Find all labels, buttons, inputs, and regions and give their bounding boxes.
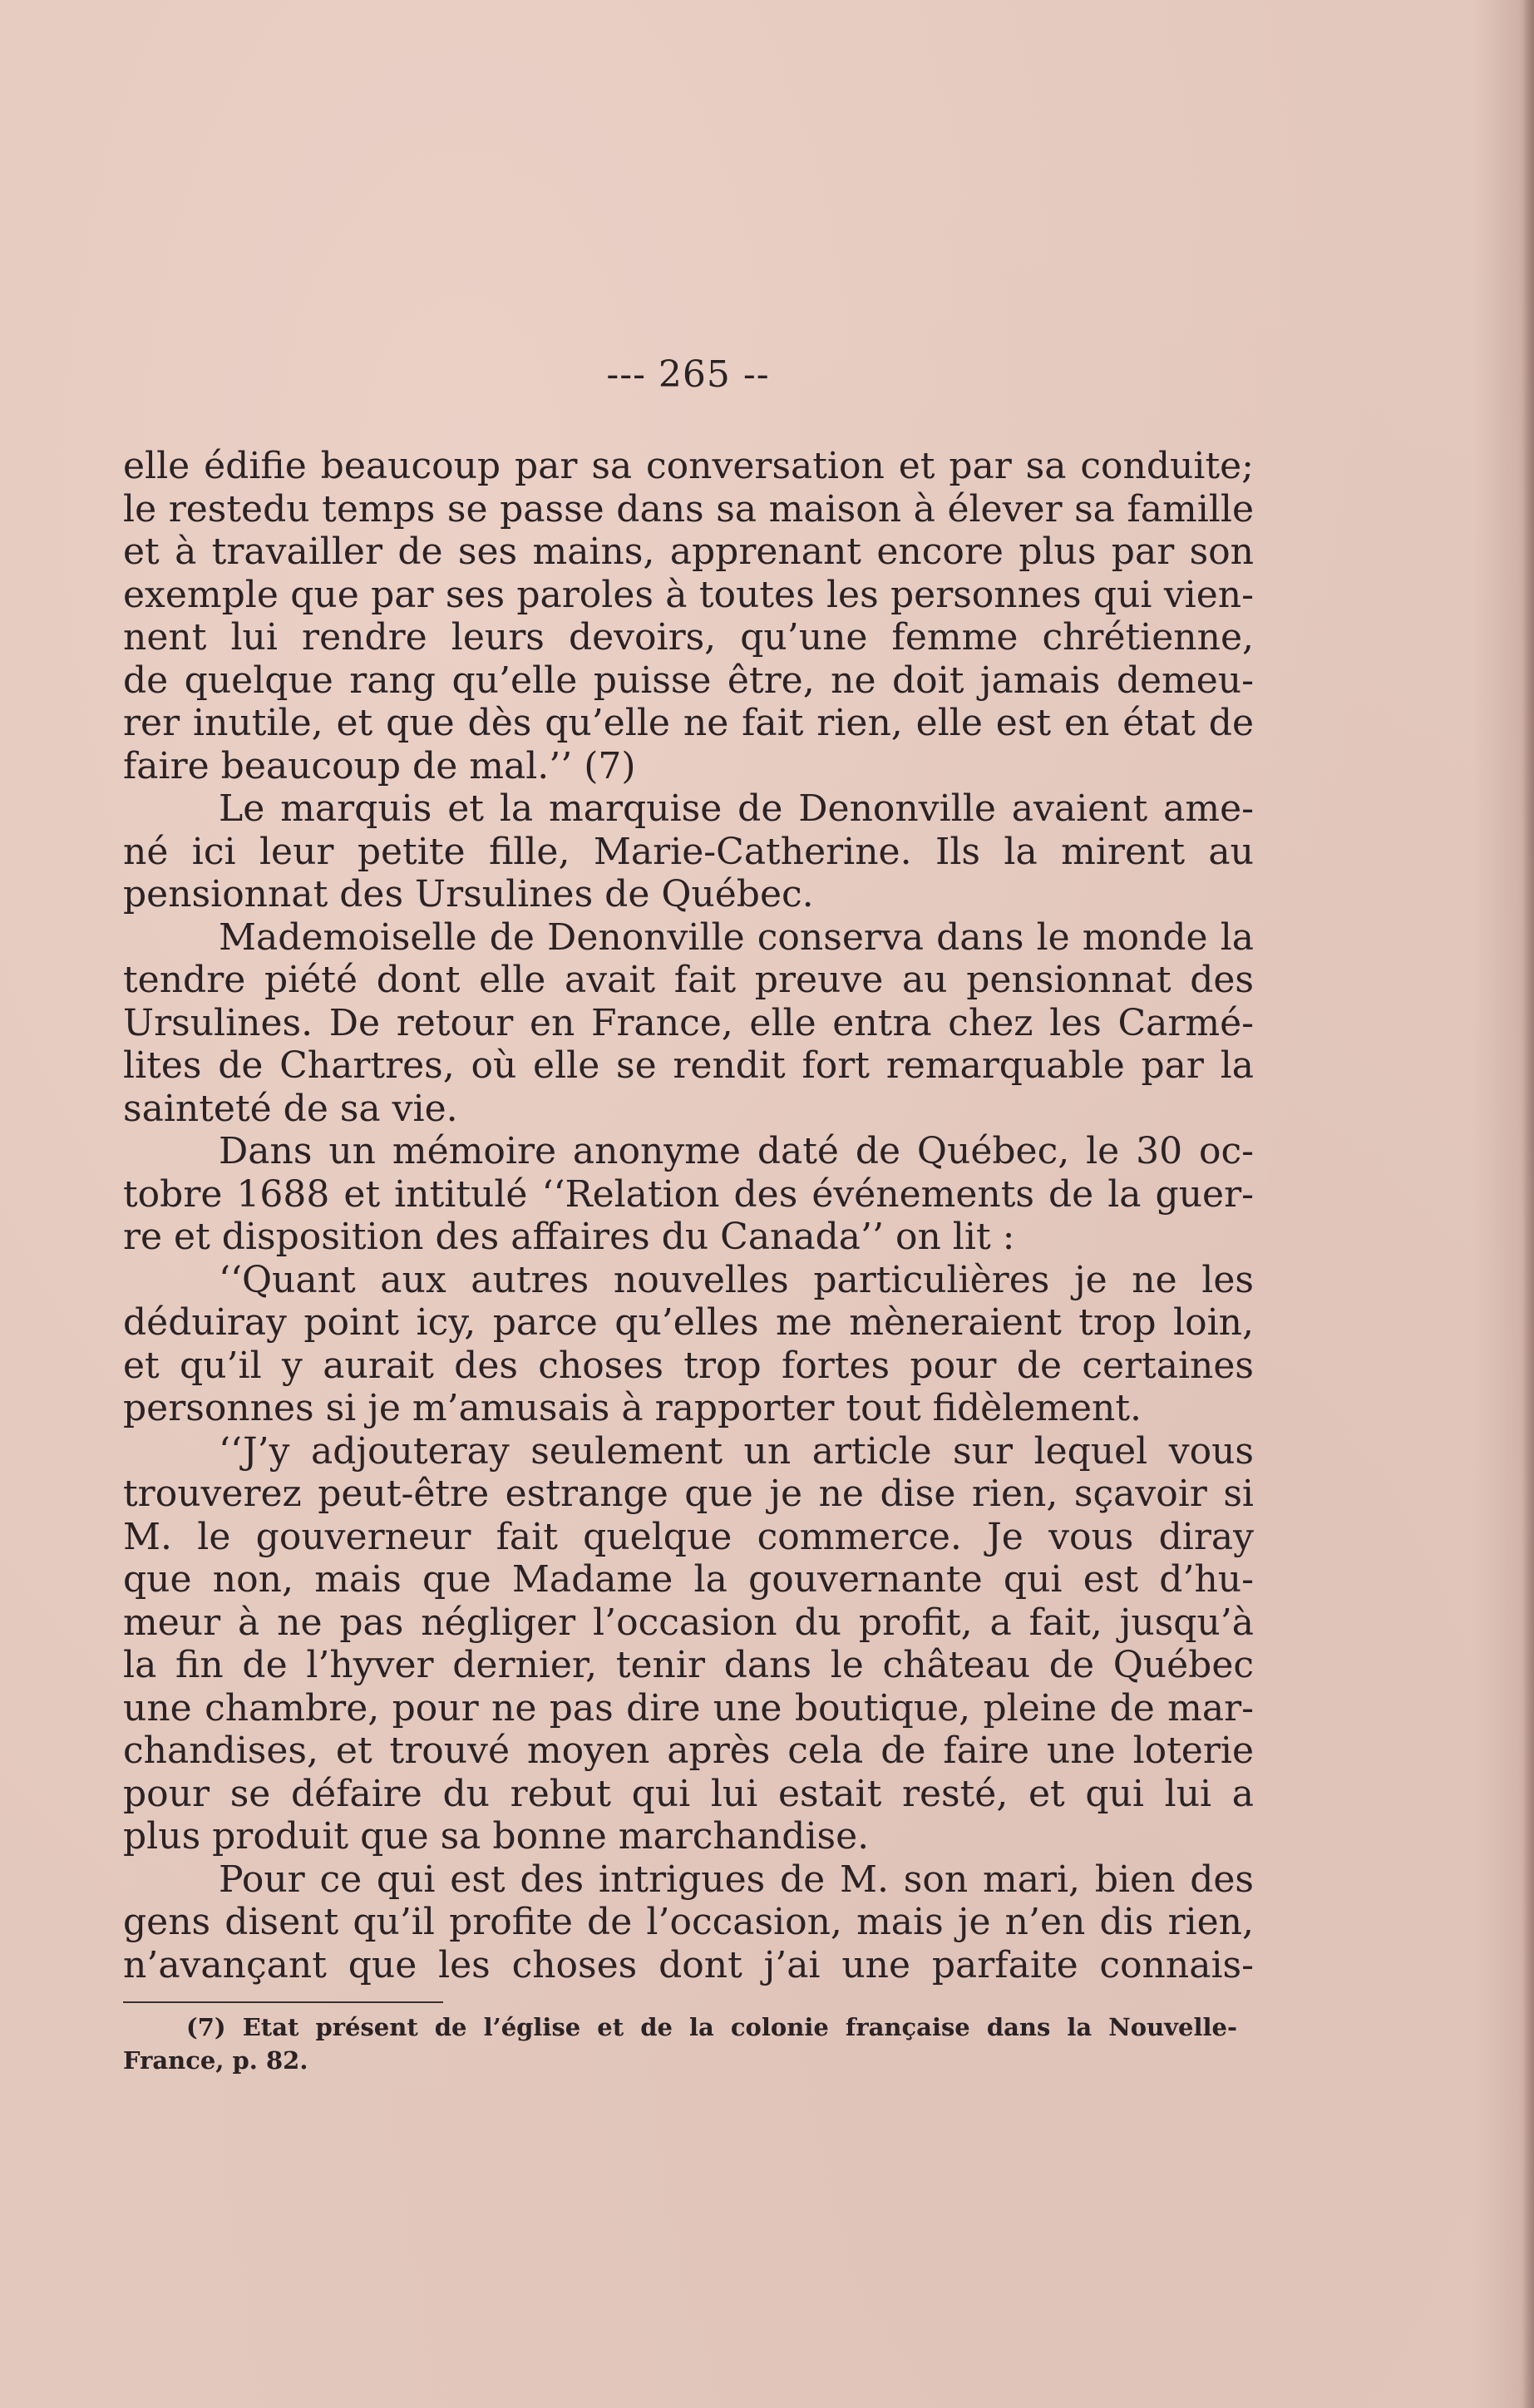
text-line: Ursulines. De retour en France, elle entra chez les Carmé- — [123, 1001, 1254, 1044]
text-line: personnes si je m’amusais à rapporter tout fidèlement. — [123, 1387, 1142, 1429]
text-line: et à travailler de ses mains, apprenant encore plus par son — [123, 530, 1254, 573]
footnote-divider — [123, 2001, 443, 2003]
text-line: plus produit que sa bonne marchandise. — [123, 1815, 870, 1858]
text-line: la fin de l’hyver dernier, tenir dans le château de Québec — [123, 1644, 1254, 1686]
text-line: sainteté de sa vie. — [123, 1087, 458, 1130]
page-edge-shadow — [1522, 0, 1534, 2408]
text-line: Pour ce qui est des intrigues de M. son mari, bien des — [219, 1858, 1254, 1901]
text-line: Mademoiselle de Denonville conserva dans le monde la — [219, 915, 1254, 959]
text-line: Dans un mémoire anonyme daté de Québec, le 30 oc- — [219, 1130, 1254, 1172]
text-line: faire beaucoup de mal.’’ (7) — [123, 744, 636, 787]
text-line: n’avançant que les choses dont j’ai une parfaite connais- — [123, 1943, 1254, 1986]
text-line: pour se défaire du rebut qui lui estait resté, et qui lui a — [123, 1772, 1254, 1815]
text-line: elle édifie beaucoup par sa conversation et par sa conduite; — [123, 445, 1254, 487]
text-line: chandises, et trouvé moyen après cela de faire une loterie — [123, 1730, 1254, 1772]
text-line: et qu’il y aurait des choses trop fortes pour de certaines — [123, 1344, 1254, 1387]
text-line: trouverez peut-être estrange que je ne dise rien, sçavoir si — [123, 1473, 1254, 1515]
text-line: nent lui rendre leurs devoirs, qu’une femme chrétienne, — [123, 616, 1254, 659]
footnote-line: (7) Etat présent de l’église et de la colonie française dans la Nouvelle- — [186, 2013, 1237, 2041]
text-line: rer inutile, et que dès qu’elle ne fait rien, elle est en état de — [123, 702, 1254, 744]
text-line: exemple que par ses paroles à toutes les personnes qui vien- — [123, 573, 1254, 616]
text-line: tobre 1688 et intitulé ‘‘Relation des événements de la guer- — [123, 1172, 1254, 1216]
text-line: une chambre, pour ne pas dire une boutique, pleine de mar- — [123, 1686, 1254, 1730]
text-line: lites de Chartres, où elle se rendit fort remarquable par la — [123, 1044, 1254, 1087]
text-line: né ici leur petite fille, Marie-Catherine. Ils la mirent au — [123, 830, 1254, 873]
text-line: le restedu temps se passe dans sa maison à élever sa famille — [123, 487, 1254, 530]
text-line: re et disposition des affaires du Canada’’ on lit : — [123, 1216, 1015, 1258]
text-line: de quelque rang qu’elle puisse être, ne doit jamais demeu- — [123, 659, 1254, 702]
text-line: tendre piété dont elle avait fait preuve au pensionnat des — [123, 959, 1254, 1001]
text-line: Le marquis et la marquise de Denonville avaient ame- — [219, 787, 1254, 830]
text-line: ‘‘Quant aux autres nouvelles particulières je ne les — [219, 1258, 1254, 1301]
footnote-line: France, p. 82. — [123, 2046, 308, 2075]
body-text — [123, 445, 1254, 1986]
text-line: gens disent qu’il profite de l’occasion, mais je n’en dis rien, — [123, 1901, 1254, 1943]
text-line: déduiray point icy, parce qu’elles me mèneraient trop loin, — [123, 1301, 1254, 1344]
text-line: que non, mais que Madame la gouvernante qui est d’hu- — [123, 1558, 1254, 1601]
text-line: pensionnat des Ursulines de Québec. — [123, 873, 814, 915]
footnote — [123, 2011, 1237, 2077]
text-line: M. le gouverneur fait quelque commerce. Je vous diray — [123, 1515, 1254, 1558]
page-number: --- 265 -- — [606, 353, 770, 396]
text-line: meur à ne pas négliger l’occasion du profit, a fait, jusqu’à — [123, 1601, 1254, 1644]
text-line: ‘‘J’y adjouteray seulement un article sur lequel vous — [219, 1429, 1254, 1473]
